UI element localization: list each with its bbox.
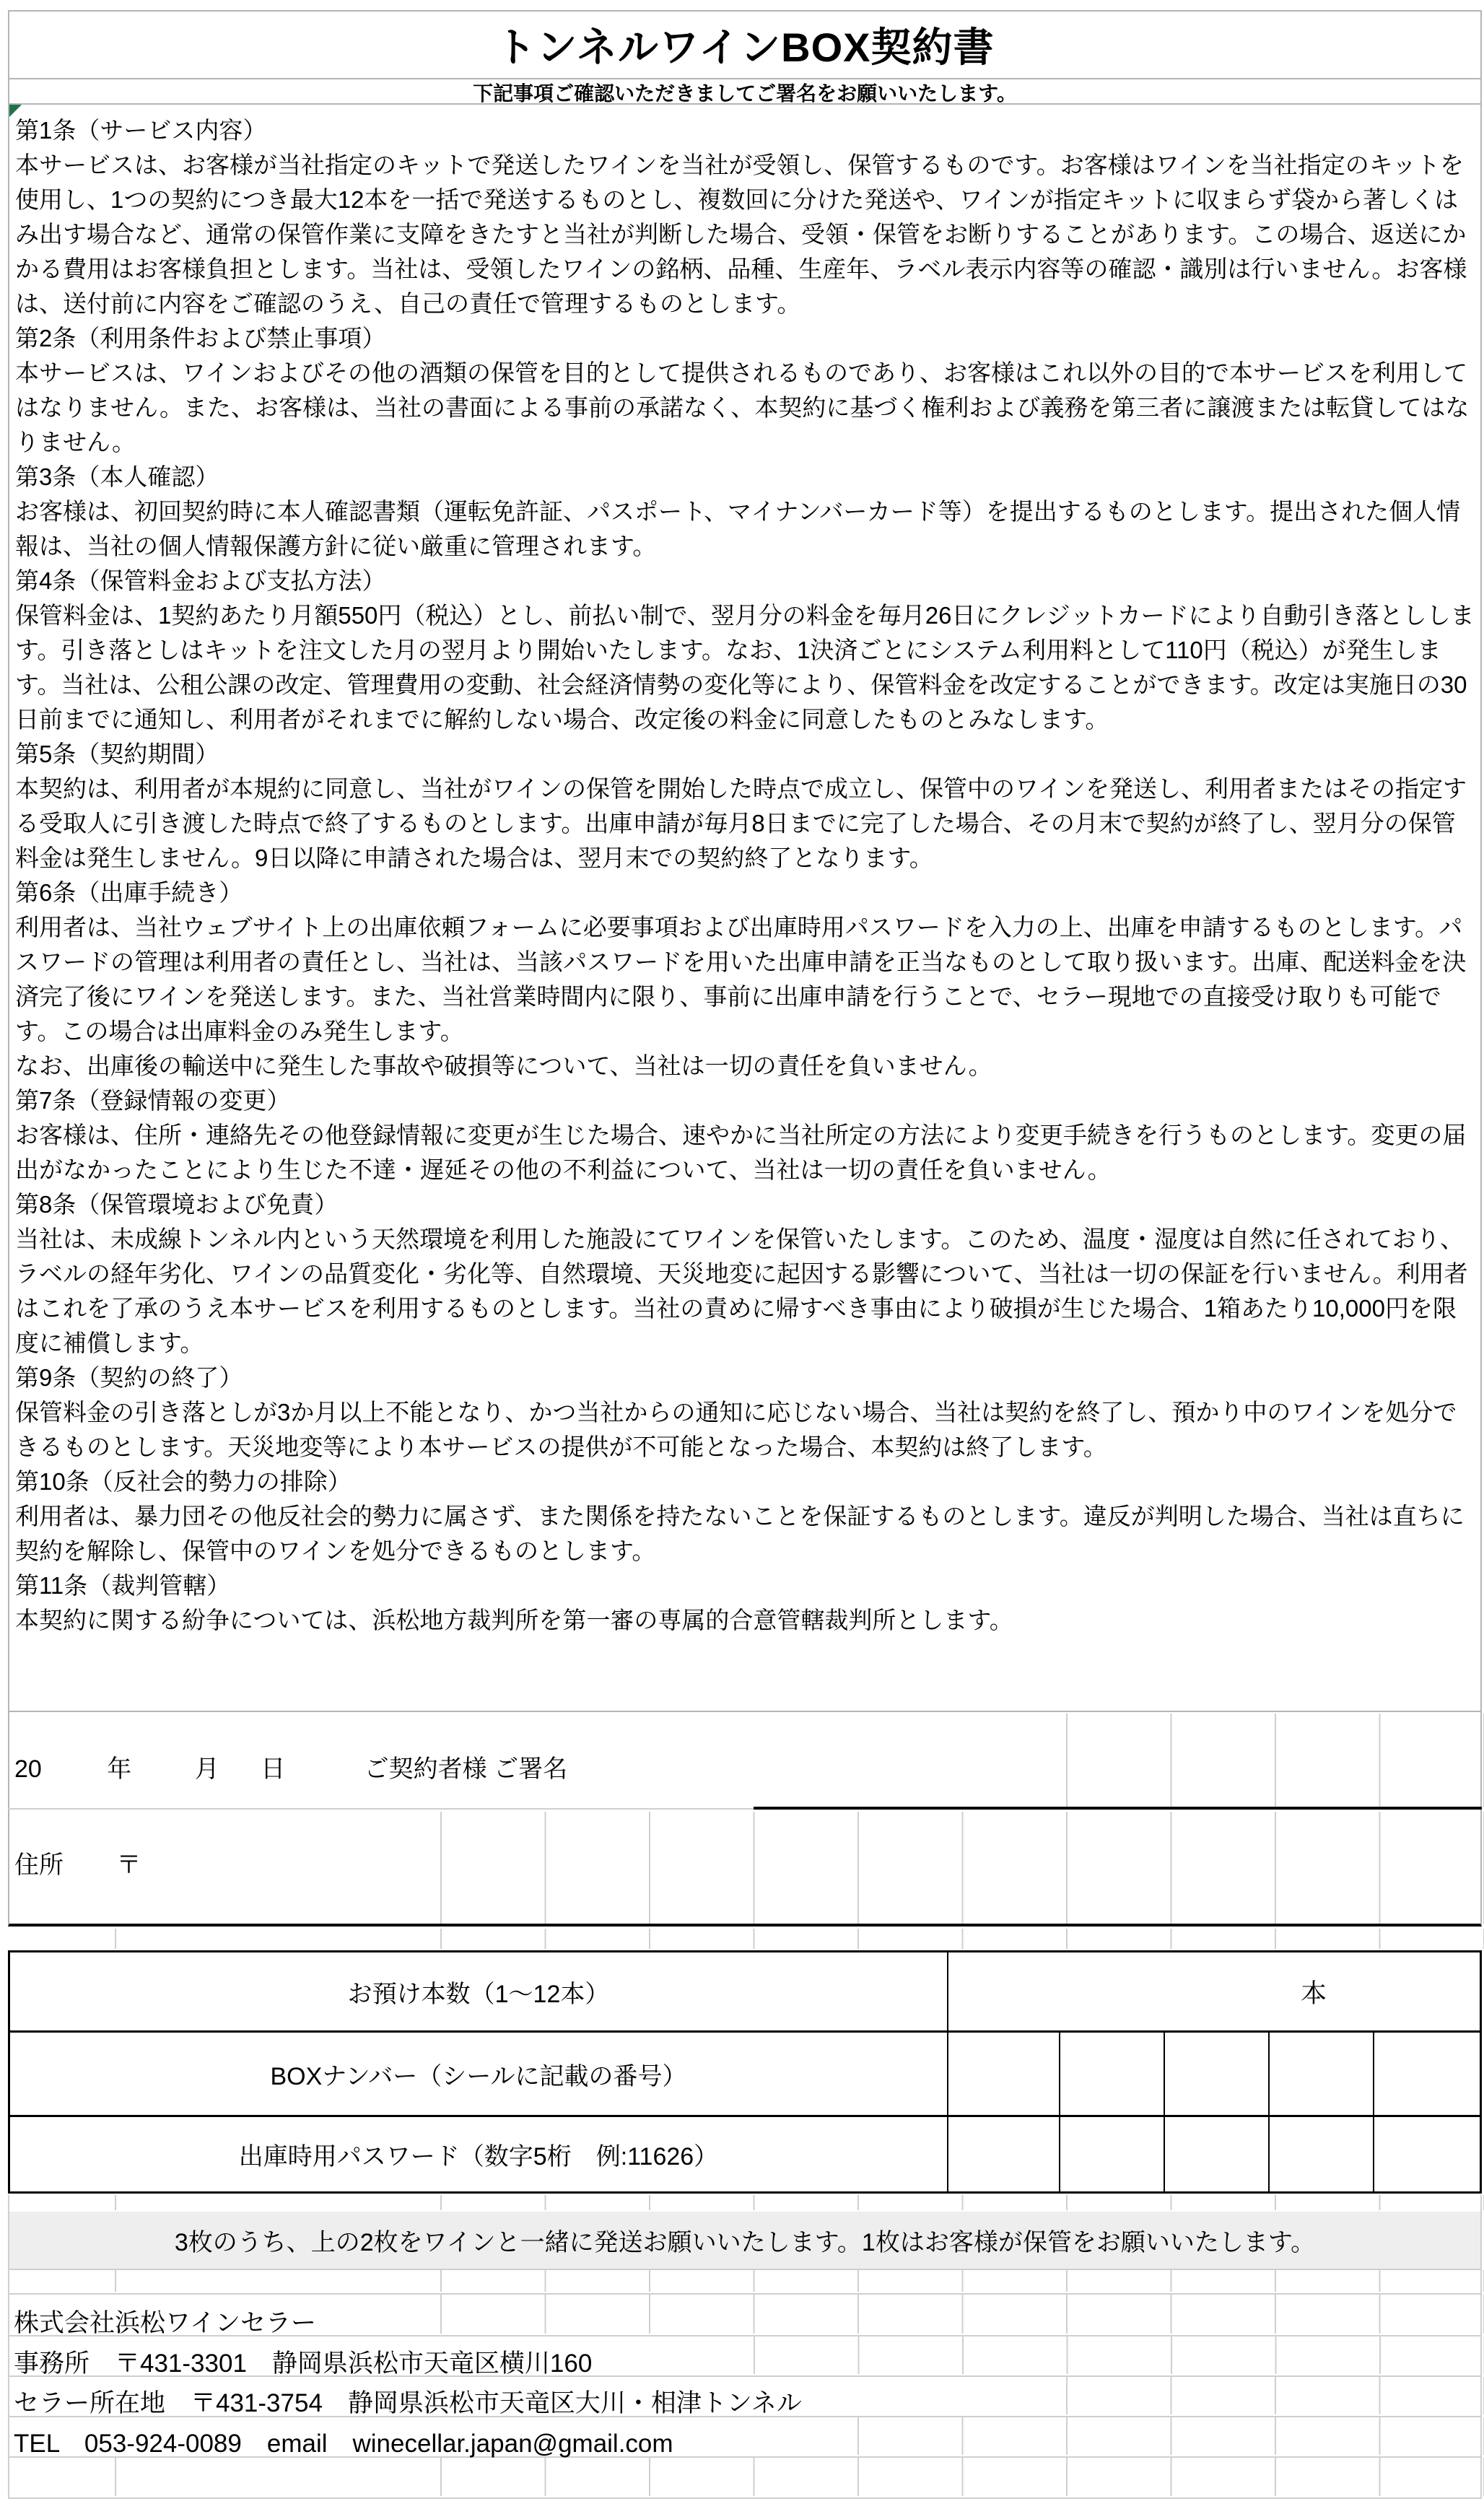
box-number-digit-cell[interactable] — [1164, 2033, 1268, 2115]
postal-mark: 〒 — [116, 1851, 141, 1879]
gridline — [115, 2458, 116, 2496]
signer-label: ご契約者様 ご署名 — [364, 1755, 568, 1783]
box-number-digit-cell[interactable] — [1373, 2033, 1480, 2115]
month-label: 月 — [194, 1755, 219, 1783]
article-heading: 第9条（契約の終了） — [15, 1364, 243, 1391]
bottles-input-cell[interactable] — [948, 1952, 1480, 2030]
article-heading: 第5条（契約期間） — [15, 741, 219, 767]
gridline — [115, 2270, 116, 2292]
page-title: トンネルワインBOX契約書 — [495, 25, 995, 70]
article-heading: 第6条（出庫手続き） — [15, 879, 243, 906]
box-number-cells — [948, 2033, 1480, 2115]
article-body: 保管料金は、1契約あたり月額550円（税込）とし、前払い制で、翌月分の料金を毎月26日にクレジットカードにより自動引き落としします。引き落としはキットを注文した月の翌月より開始いたします。なお、1決済ごとにシステム利用料として110円（税込）が発生します。当社は、公租公課の改定、管理費用の変動、社会経済情勢の変化等により、保管料金を改定することができます。改定は実施日の30日前までに通知し、利用者がそれまでに解約しない場合、改定後の料金に同意したものとみなします。 — [15, 602, 1475, 733]
article — [15, 876, 1475, 1083]
box-number-digit-cell[interactable] — [1059, 2033, 1164, 2115]
article-body: 本契約は、利用者が本規約に同意し、当社がワインの保管を開始した時点で成立し、保管中のワインを発送し、利用者またはその指定する受取人に引き渡した時点で終了するものとします。出庫申請が毎月8日までに完了した場合、その月末で契約が終了し、翌月分の保管料金は発生しません。9日以降に申請された場合は、翌月末での契約終了となります。 — [15, 775, 1467, 871]
terms-box — [8, 105, 1482, 1712]
article-body: 保管料金の引き落としが3か月以上不能となり、かつ当社からの通知に応じない場合、当社は契約を終了し、預かり中のワインを処分できるものとします。天災地変等により本サービスの提供が不可能となった場合、本契約は終了します。 — [15, 1399, 1457, 1460]
password-label: 出庫時用パスワード（数字5桁 例:11626） — [10, 2117, 948, 2191]
row-divider — [8, 1808, 754, 1810]
article-heading: 第2条（利用条件および禁止事項） — [15, 325, 386, 352]
box-number-digit-cell[interactable] — [948, 2033, 1059, 2115]
subtitle-row — [9, 79, 1480, 105]
password-digit-cell[interactable] — [1268, 2117, 1373, 2191]
gridlines — [440, 2295, 1484, 2334]
article — [15, 460, 1475, 564]
article-body: 本サービスは、ワインおよびその他の酒類の保管を目的として提供されるものであり、お客様はこれ以外の目的で本サービスを利用してはなりません。また、お客様は、当社の書面による事前の承諾なく、本契約に基づく権利および義務を第三者に譲渡または転貸してはなりません。 — [15, 359, 1470, 455]
gridlines — [440, 2195, 1484, 2210]
password-digit-cell[interactable] — [1059, 2117, 1164, 2191]
gridlines — [1066, 1714, 1484, 1807]
form-table — [8, 1950, 1482, 2194]
company-office-address: 事務所 〒431-3301 静岡県浜松市天竜区横川160 — [14, 2349, 593, 2378]
article-heading: 第3条（本人確認） — [15, 463, 219, 490]
article — [15, 1465, 1475, 1568]
article-body: 当社は、未成線トンネル内という天然環境を利用した施設にてワインを保管いたします。このため、温度・湿度は自然に任されており、ラベルの経年劣化、ワインの品質変化・劣化等、自然環境、天災地変に起因する影響について、当社は一切の保証を行いません。利用者はこれを了承のうえ本サービスを利用するものとします。当社の責めに帰すべき事由により破損が生じた場合、1箱あたり10,000円を限度に補償します。 — [15, 1226, 1468, 1356]
article — [15, 1568, 1475, 1638]
articles — [9, 105, 1480, 1638]
article-heading: 第1条（サービス内容） — [15, 117, 267, 144]
gridlines — [440, 1929, 1484, 1949]
gridlines — [440, 2458, 1484, 2496]
page-subtitle: 下記事項ご確認いただきましてご署名をお願いいたします。 — [473, 82, 1017, 105]
article — [15, 1187, 1475, 1361]
article-heading: 第11条（裁判管轄） — [15, 1572, 231, 1599]
gridline — [115, 2195, 116, 2210]
article-body: 利用者は、当社ウェブサイト上の出庫依頼フォームに必要事項および出庫時用パスワードを入力の上、出庫を申請するものとします。パスワードの管理は利用者の責任とし、当社は、当該パスワードを用いた出庫申請を正当なものとして取り扱います。出庫、配送料金を決済完了後にワインを発送します。また、当社営業時間内に限り、事前に出庫申請を行うことで、セラー現地での直接受け取りも可能です。この場合は出庫料金のみ発生します。 — [15, 914, 1467, 1044]
row-divider — [8, 2497, 1482, 2499]
year-prefix: 20 — [14, 1755, 42, 1783]
bottles-row — [10, 1952, 1480, 2030]
article-body: なお、出庫後の輸送中に発生した事故や破損等について、当社は一切の責任を負いません。 — [15, 1052, 992, 1079]
article-heading: 第4条（保管料金および支払方法） — [15, 567, 386, 594]
password-digit-cell[interactable] — [1164, 2117, 1268, 2191]
address-label: 住所 — [14, 1851, 64, 1879]
day-label: 日 — [261, 1755, 286, 1783]
password-digit-cell[interactable] — [948, 2117, 1059, 2191]
gridlines — [440, 2270, 1484, 2292]
gridlines — [440, 1812, 1484, 1924]
signature-date-line — [14, 1749, 567, 1784]
bottles-unit-label: 本 — [1301, 1978, 1327, 2008]
gridlines — [754, 2336, 1484, 2374]
year-label: 年 — [107, 1755, 132, 1783]
sheet-left-gridline — [8, 2195, 9, 2497]
handling-note — [8, 2212, 1482, 2269]
article-body: 本契約に関する紛争については、浜松地方裁判所を第一審の専属的合意管轄裁判所とします。 — [15, 1607, 1013, 1633]
bottles-label: お預け本数（1～12本） — [10, 1952, 948, 2030]
cell-error-indicator-icon — [9, 105, 22, 117]
article — [15, 1361, 1475, 1465]
article-heading: 第10条（反社会的勢力の排除） — [15, 1468, 352, 1495]
signature-line[interactable] — [754, 1807, 1482, 1810]
article-body: 本サービスは、お客様が当社指定のキットで発送したワインを当社が受領し、保管するものです。お客様はワインを当社指定のキットを使用し、1つの契約につき最大12本を一括で発送するものとし、複数回に分けた発送や、ワインが指定キットに収まらず袋から著しくはみ出す場合など、通常の保管作業に支障をきたすと当社が判断した場合、受領・保管をお断りすることがあります。この場合、返送にかかる費用はお客様負担とします。当社は、受領したワインの銘柄、品種、生産年、ラベル表示内容等の確認・識別は行いません。お客様は、送付前に内容をご確認のうえ、自己の責任で管理するものとします。 — [15, 152, 1467, 317]
title-row — [9, 12, 1480, 79]
company-contact: TEL 053-924-0089 email winecellar.japan@gmail.com — [14, 2430, 673, 2458]
box-number-label: BOXナンバー（シールに記載の番号） — [10, 2033, 948, 2115]
article-heading: 第8条（保管環境および免責） — [15, 1191, 339, 1218]
box-number-digit-cell[interactable] — [1268, 2033, 1373, 2115]
company-name: 株式会社浜松ワインセラー — [14, 2309, 316, 2337]
company-cellar-address: セラー所在地 〒431-3754 静岡県浜松市天竜区大川・相津トンネル — [14, 2389, 802, 2417]
article — [15, 113, 1475, 321]
article-body: お客様は、住所・連絡先その他登録情報に変更が生じた場合、速やかに当社所定の方法により変更手続きを行うものとします。変更の届出がなかったことにより生じた不達・遅延その他の不利益について、当社は一切の責任を負いません。 — [15, 1122, 1467, 1183]
gridline — [115, 1929, 116, 1949]
header-box — [8, 10, 1482, 105]
article — [15, 1083, 1475, 1187]
article-body: 利用者は、暴力団その他反社会的勢力に属さず、また関係を持たないことを保証するものとします。違反が判明した場合、当社は直ちに契約を解除し、保管中のワインを処分できるものとします。 — [15, 1503, 1465, 1564]
gridlines — [857, 2417, 1484, 2455]
password-row — [10, 2115, 1480, 2191]
gridlines — [1066, 2377, 1484, 2414]
handling-note-text: 3枚のうち、上の2枚をワインと一緒に発送お願いいたします。1枚はお客様が保管をお願いいたします。 — [174, 2229, 1316, 2256]
box-number-row — [10, 2030, 1480, 2115]
password-digit-cell[interactable] — [1373, 2117, 1480, 2191]
row-divider — [8, 2269, 1482, 2270]
article — [15, 737, 1475, 876]
sheet-right-gridline — [1480, 2195, 1482, 2497]
address-line — [14, 1845, 141, 1880]
article — [15, 564, 1475, 737]
article-heading: 第7条（登録情報の変更） — [15, 1087, 291, 1114]
password-cells — [948, 2117, 1480, 2191]
article — [15, 321, 1475, 460]
article-body: お客様は、初回契約時に本人確認書類（運転免許証、パスポート、マイナンバーカード等）を提出するものとします。提出された個人情報は、当社の個人情報保護方針に従い厳重に管理されます。 — [15, 498, 1461, 559]
